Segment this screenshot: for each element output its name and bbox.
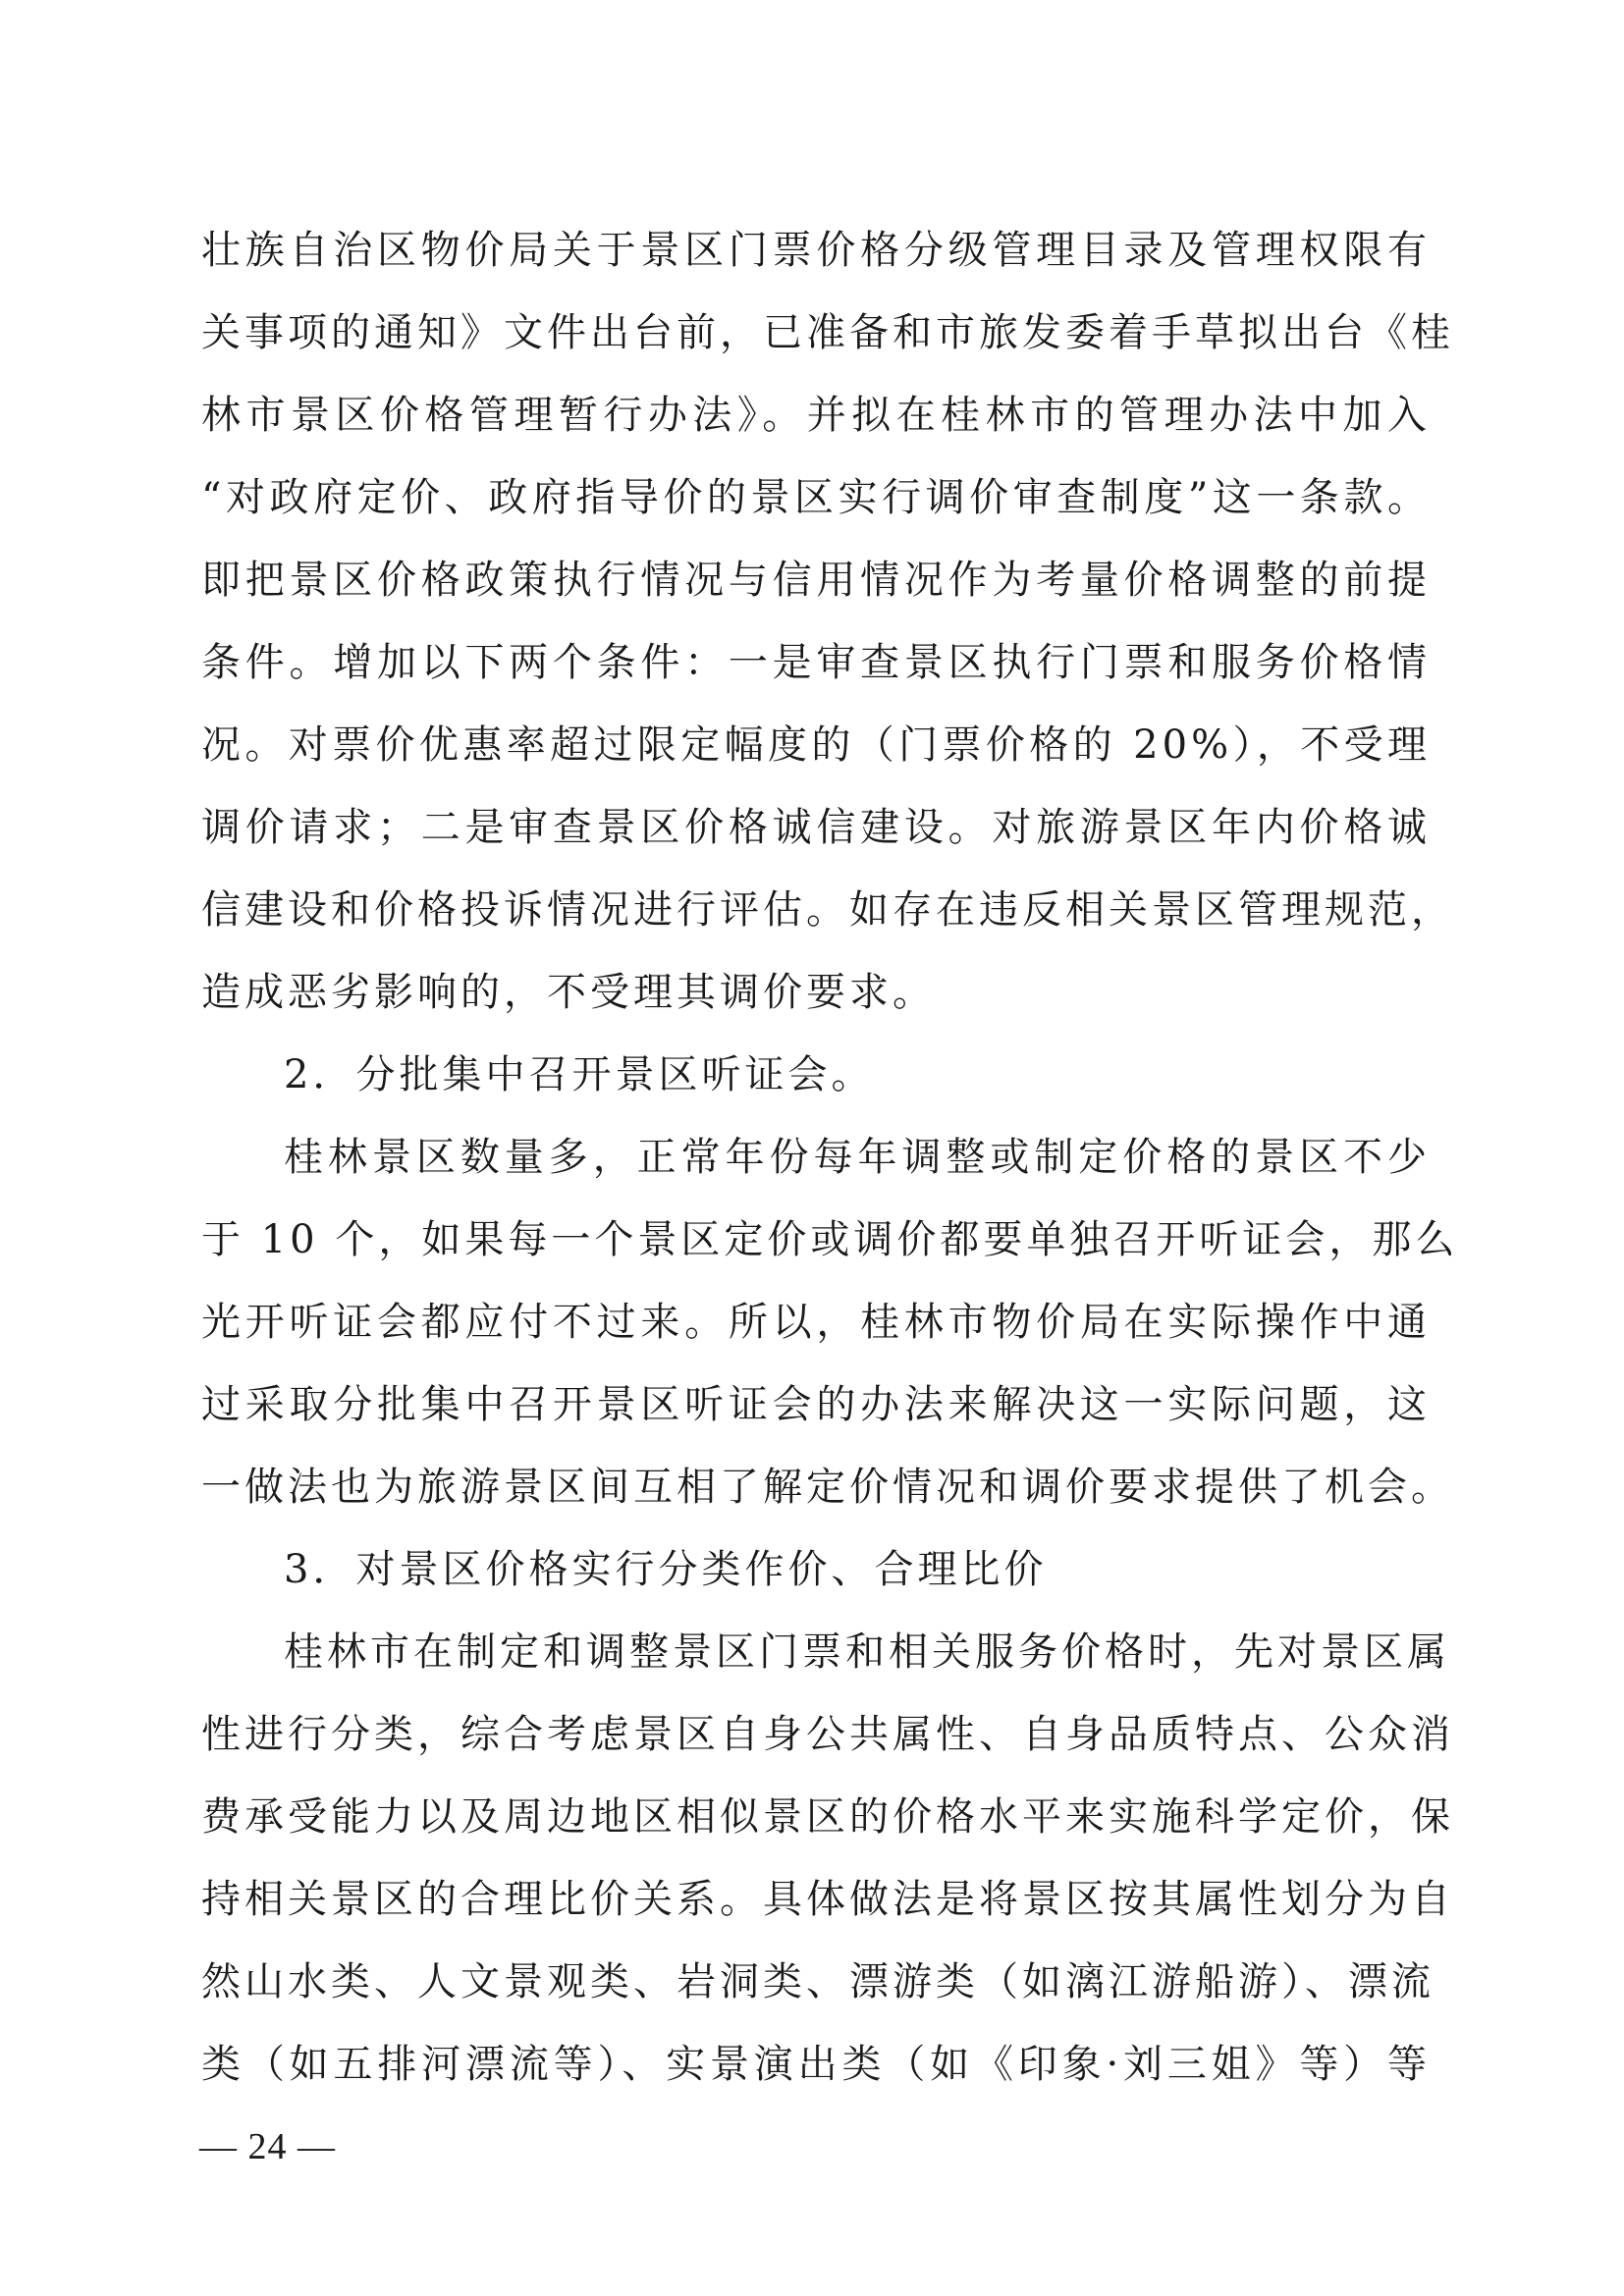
- text-line: 调价请求；二是审查景区价格诚信建设。对旅游景区年内价格诚: [201, 805, 1431, 850]
- text-line: 即把景区价格政策执行情况与信用情况作为考量价格调整的前提: [201, 558, 1431, 603]
- page-number: — 24 —: [199, 2126, 336, 2167]
- text-line: 壮族自治区物价局关于景区门票价格分级管理目录及管理权限有: [201, 228, 1431, 273]
- text-line: 条件。增加以下两个条件：一是审查景区执行门票和服务价格情: [201, 640, 1431, 685]
- text-line: 费承受能力以及周边地区相似景区的价格水平来实施科学定价，保: [201, 1794, 1454, 1840]
- text-line: 一做法也为旅游景区间互相了解定价情况和调价要求提供了机会。: [201, 1465, 1454, 1510]
- text-line: 然山水类、人文景观类、岩洞类、漂游类（如漓江游船游）、漂流: [201, 1959, 1435, 2004]
- body-text: [201, 209, 1459, 2106]
- text-line: 桂林市在制定和调整景区门票和相关服务价格时，先对景区属: [284, 1629, 1450, 1675]
- text-line: 况。对票价优惠率超过限定幅度的（门票价格的 20%），不受理: [201, 722, 1431, 768]
- text-line: 类（如五排河漂流等）、实景演出类（如《印象·刘三姐》等）等: [201, 2042, 1431, 2087]
- text-line: 关事项的通知》文件出台前，已准备和市旅发委着手草拟出台《桂: [201, 310, 1454, 355]
- text-line: 光开听证会都应付不过来。所以，桂林市物价局在实际操作中通: [201, 1300, 1431, 1345]
- text-line: 桂林景区数量多，正常年份每年调整或制定价格的景区不少: [284, 1135, 1431, 1180]
- section-heading: 2．分批集中召开景区听证会。: [284, 1052, 875, 1097]
- text-line: “对政府定价、政府指导价的景区实行调价审查制度”这一条款。: [201, 475, 1431, 520]
- text-line: 信建设和价格投诉情况进行评估。如存在违反相关景区管理规范，: [201, 887, 1454, 933]
- text-line: 持相关景区的合理比价关系。具体做法是将景区按其属性划分为自: [201, 1877, 1454, 1922]
- section-heading: 3．对景区价格实行分类作价、合理比价: [284, 1547, 1048, 1592]
- text-line: 林市景区价格管理暂行办法》。并拟在桂林市的管理办法中加入: [201, 393, 1431, 438]
- text-line: 性进行分类，综合考虑景区自身公共属性、自身品质特点、公众消: [201, 1712, 1454, 1757]
- text-line: 造成恶劣影响的，不受理其调价要求。: [201, 970, 936, 1015]
- text-line: 过采取分批集中召开景区听证会的办法来解决这一实际问题，这: [201, 1382, 1431, 1427]
- text-line: 于 10 个，如果每一个景区定价或调价都要单独召开听证会，那么: [201, 1217, 1459, 1262]
